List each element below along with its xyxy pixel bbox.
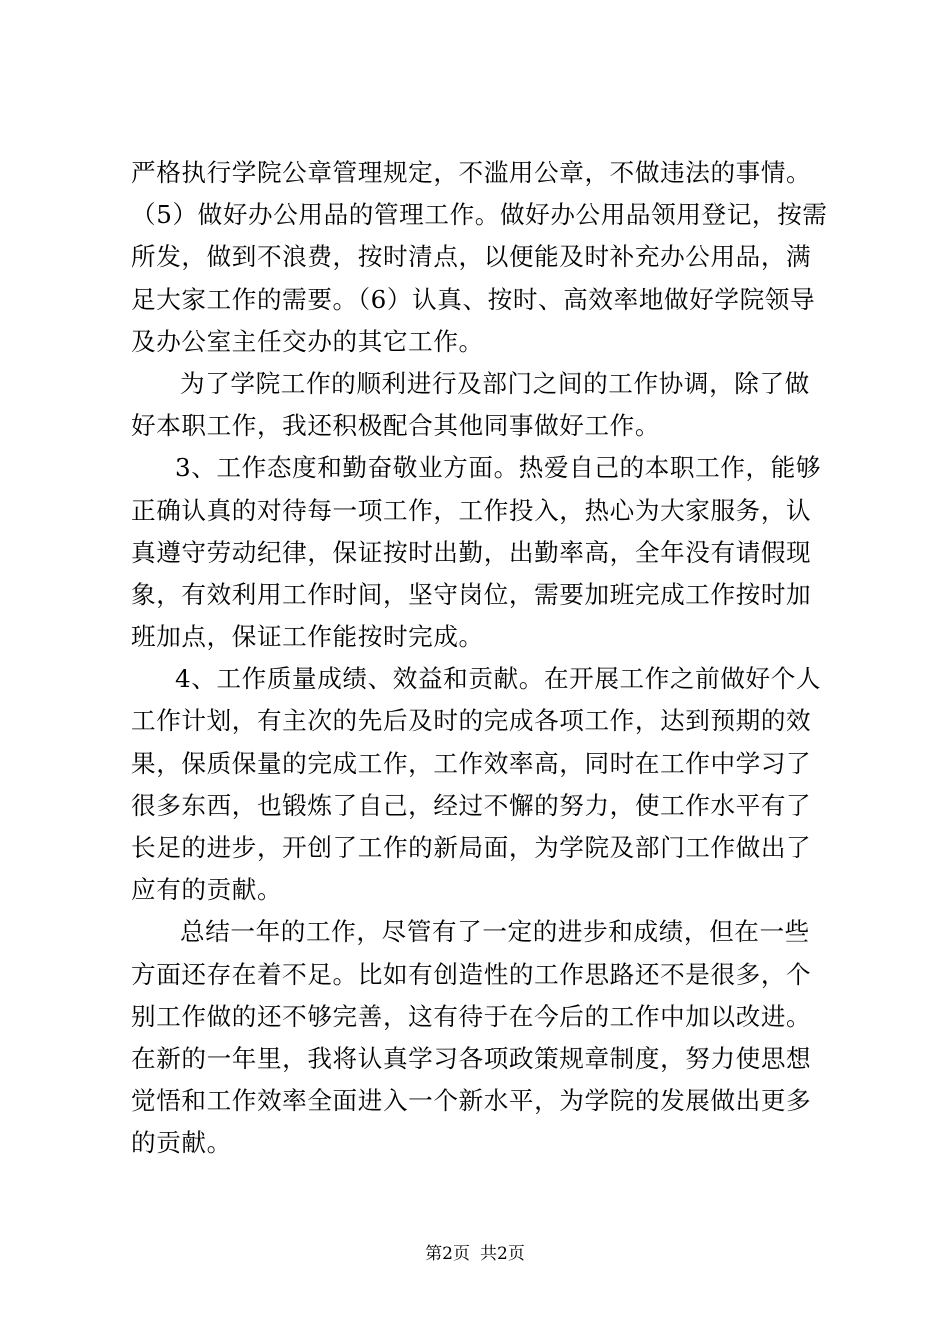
text-line: 班加点，保证工作能按时完成。: [131, 622, 484, 652]
paragraph-first-line: 3、工作态度和勤奋敬业方面。热爱自己的本职工作，能够: [175, 453, 822, 483]
text-line: 很多东西，也锻炼了自己，经过不懈的努力，使工作水平有了: [131, 790, 812, 820]
page-footer: [0, 1244, 950, 1264]
text-line: 别工作做的还不够完善，这有待于在今后的工作中加以改进。: [131, 1001, 812, 1031]
paragraph-first-line: 为了学院工作的顺利进行及部门之间的工作协调，除了做: [180, 368, 810, 398]
text-line: 果，保质保量的完成工作，工作效率高，同时在工作中学习了: [131, 748, 812, 778]
text-line: 在新的一年里，我将认真学习各项政策规章制度，努力使思想: [131, 1043, 812, 1073]
text-line: 方面还存在着不足。比如有创造性的工作思路还不是很多，个: [131, 959, 812, 989]
text-line: 工作计划，有主次的先后及时的完成各项工作，达到预期的效: [131, 706, 812, 736]
text-line: 长足的进步，开创了工作的新局面，为学院及部门工作做出了: [131, 833, 812, 862]
page-number: 第2页: [425, 1244, 470, 1264]
text-line: 象，有效利用工作时间，坚守岗位，需要加班完成工作按时加: [131, 579, 812, 609]
paragraph-first-line: 4、工作质量成绩、效益和贡献。在开展工作之前做好个人: [175, 664, 822, 694]
text-line: （5）做好办公用品的管理工作。做好办公用品领用登记，按需: [131, 200, 828, 230]
text-line: 的贡献。: [131, 1128, 232, 1158]
paragraph-first-line: 总结一年的工作，尽管有了一定的进步和成绩，但在一些: [180, 917, 810, 947]
text-line: 应有的贡献。: [131, 875, 283, 905]
text-line: 好本职工作，我还积极配合其他同事做好工作。: [131, 411, 661, 441]
text-line: 觉悟和工作效率全面进入一个新水平，为学院的发展做出更多: [131, 1086, 812, 1116]
page-total: 共2页: [480, 1244, 525, 1264]
text-line: 真遵守劳动纪律，保证按时出勤，出勤率高，全年没有请假现: [131, 537, 812, 567]
text-line: 严格执行学院公章管理规定，不滥用公章，不做违法的事情。: [131, 158, 812, 187]
text-line: 所发，做到不浪费，按时清点，以便能及时补充办公用品，满: [131, 242, 812, 272]
text-line: 足大家工作的需要。（6）认真、按时、高效率地做好学院领导: [131, 284, 816, 314]
text-line: 及办公室主任交办的其它工作。: [131, 326, 484, 356]
document-body: [131, 152, 833, 1165]
text-line: 正确认真的对待每一项工作，工作投入，热心为大家服务，认: [131, 495, 812, 525]
